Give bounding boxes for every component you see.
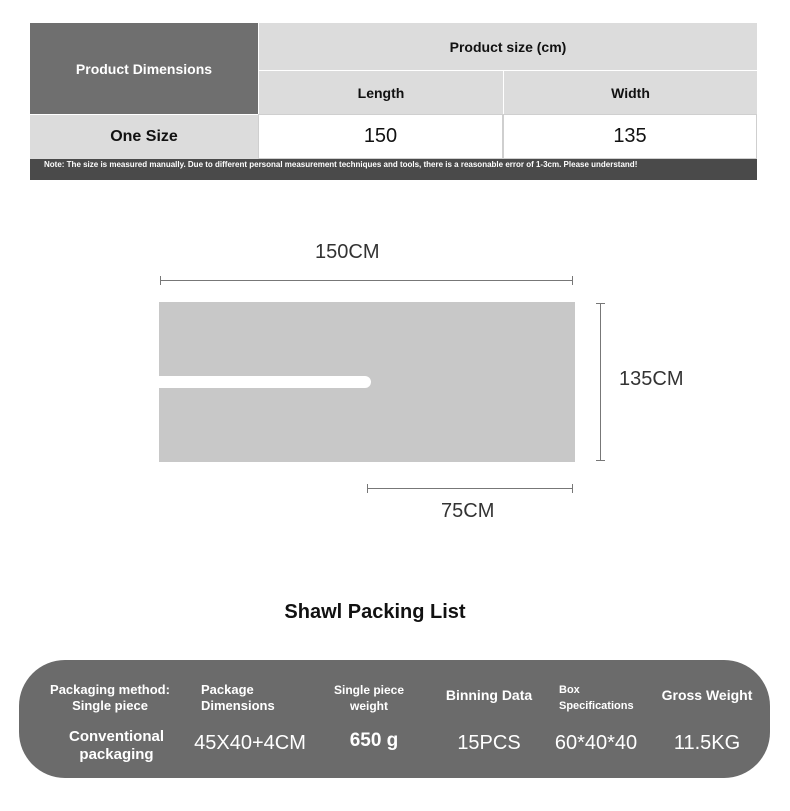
packing-value-box-spec: 60*40*40 xyxy=(554,732,638,754)
packing-header-dimensions: Package Dimensions xyxy=(201,682,275,713)
size-table xyxy=(30,23,757,180)
length-dimension-label: 150CM xyxy=(315,241,380,263)
measurement-note: Note: The size is measured manually. Due to different personal measurement techniques and tools, there is a reasonable error of 1-3cm. Please understand! xyxy=(30,159,757,180)
packing-value-weight: 650 g xyxy=(349,730,399,751)
packing-value-binning: 15PCS xyxy=(457,732,521,754)
shawl-slit xyxy=(159,376,371,388)
packing-header-box-spec: Box Specifications xyxy=(559,684,634,712)
width-dimension-line xyxy=(600,303,601,461)
header-product-size: Product size (cm) xyxy=(258,23,757,71)
header-product-dimensions: Product Dimensions xyxy=(30,23,258,114)
packing-value-method: Conventional packaging xyxy=(68,728,164,763)
packing-list-card xyxy=(19,660,770,778)
packing-header-binning: Binning Data xyxy=(445,687,533,703)
length-dimension-line xyxy=(160,280,573,281)
shawl-shape xyxy=(159,302,575,462)
header-width: Width xyxy=(503,71,757,114)
packing-list-title: Shawl Packing List xyxy=(284,601,466,623)
width-value: 135 xyxy=(503,114,757,159)
header-length: Length xyxy=(258,71,503,114)
slit-dimension-label: 75CM xyxy=(441,500,495,522)
packing-header-method: Packaging method: Single piece xyxy=(50,682,170,713)
length-value: 150 xyxy=(258,114,503,159)
packing-value-dimensions: 45X40+4CM xyxy=(194,732,306,754)
slit-dimension-line xyxy=(367,488,573,489)
packing-header-weight: Single piece weight xyxy=(333,683,405,713)
packing-header-gross-weight: Gross Weight xyxy=(661,687,753,703)
packing-value-gross-weight: 11.5KG xyxy=(673,732,741,754)
row-label-one-size: One Size xyxy=(30,114,258,159)
width-dimension-label: 135CM xyxy=(619,368,684,390)
